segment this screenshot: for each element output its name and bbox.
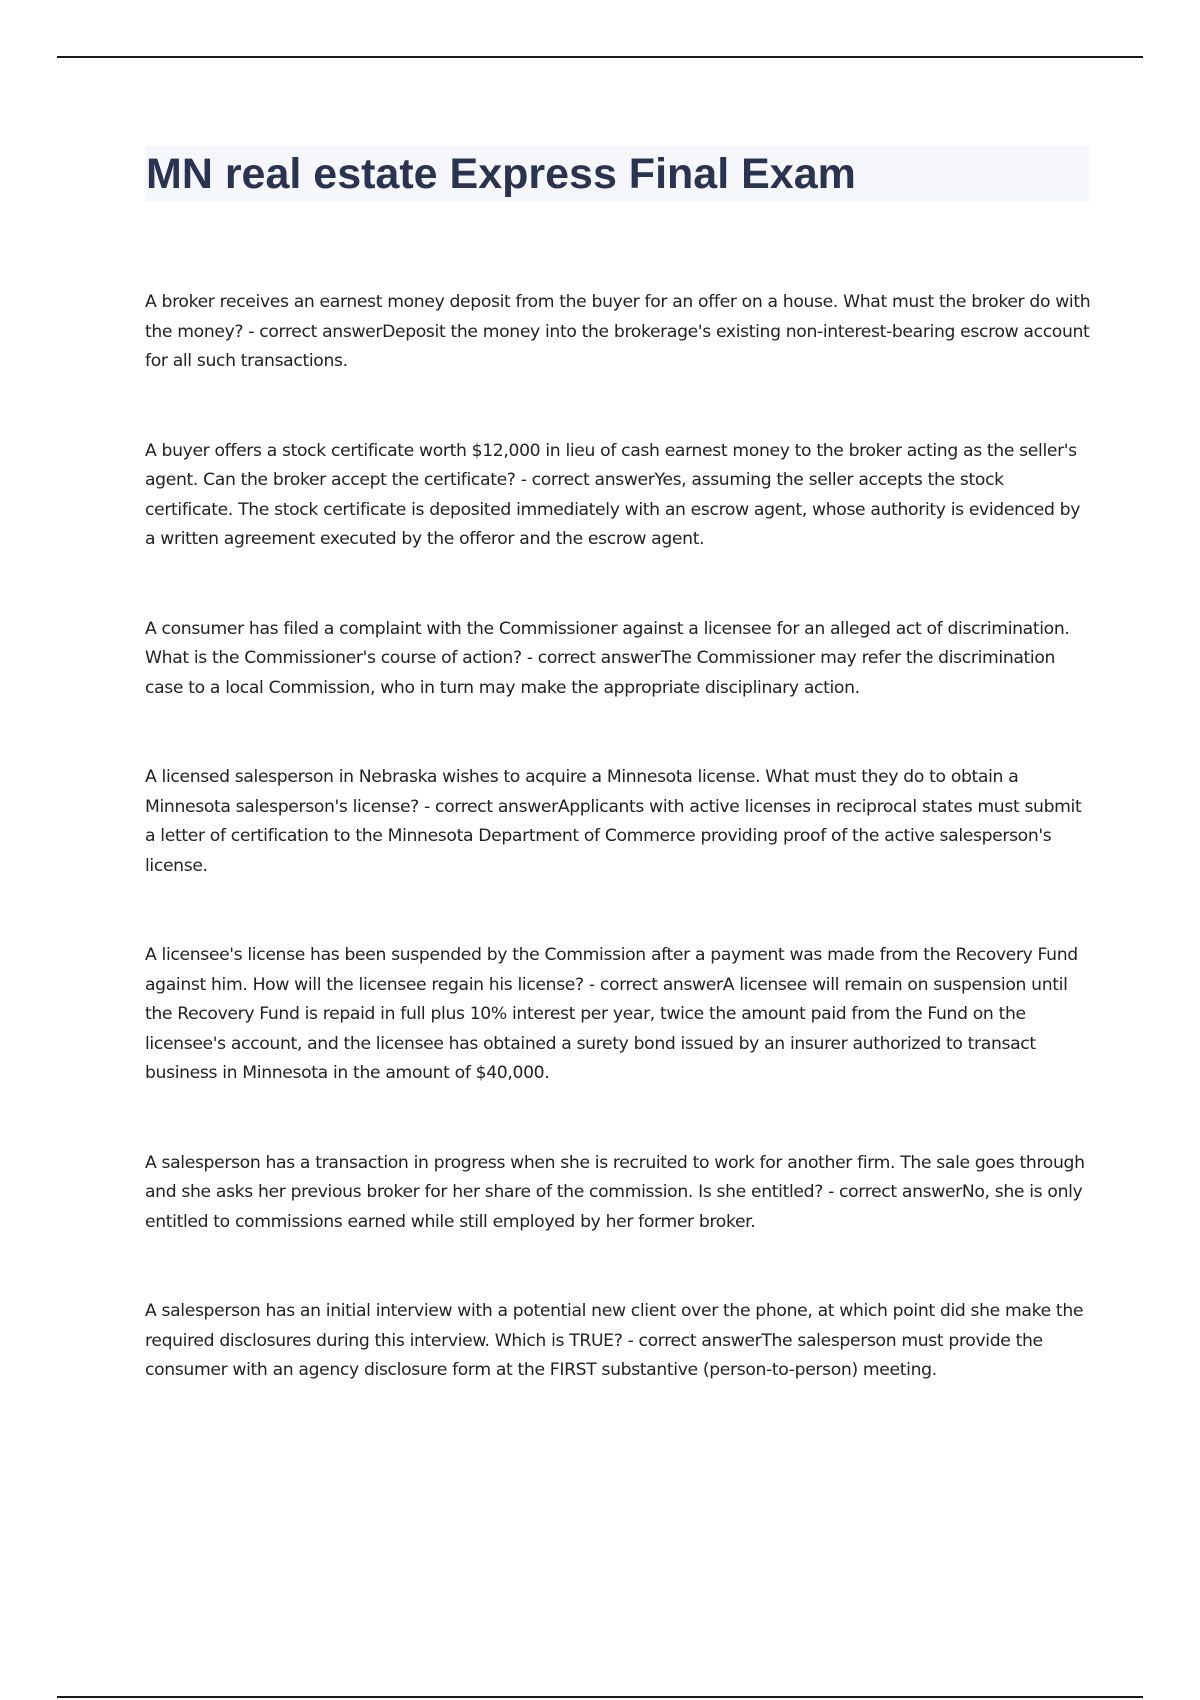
qa-item-2: A buyer offers a stock certificate worth $12,000 in lieu of cash earnest money to the broker acting as the seller's agent. Can the broker accept the certificate? - correct answerYes, assuming the seller accepts the stock certificate. The stock certificate is deposited immediately with an escrow agent, whose authority is evidenced by a written agreement executed by the offeror and the escrow agent.	[145, 440, 1081, 549]
page-title: MN real estate Express Final Exam	[146, 150, 856, 198]
qa-item-1: A broker receives an earnest money deposit from the buyer for an offer on a house. What must the broker do with the money? - correct answerDeposit the money into the brokerage's existing non-interest-bearing escrow account for all such transactions.	[145, 292, 1091, 371]
qa-item-5: A licensee's license has been suspended by the Commission after a payment was made from the Recovery Fund against him. How will the licensee regain his license? - correct answerA licensee will remain on suspension until the Recovery Fund is repaid in full plus 10% interest per year, twice the amount paid from the Fund on the licensee's account, and the licensee has obtained a surety bond issued by an insurer authorized to transact business in Minnesota in the amount of $40,000.	[145, 945, 1078, 1083]
qa-item-3: A consumer has filed a complaint with the Commissioner against a licensee for an alleged act of discrimination. What is the Commissioner's course of action? - correct answerThe Commissioner may refer the discrimination case to a local Commission, who in turn may make the appropriate disciplinary action.	[145, 618, 1070, 698]
footer-rule	[57, 1696, 1143, 1698]
qa-item-7: A salesperson has an initial interview with a potential new client over the phone, at which point did she make the required disclosures during this interview. Which is TRUE? - correct answerThe salesperson must provide the consumer with an agency disclosure form at the FIRST substantive (person-to-person) meeting.	[145, 1301, 1084, 1380]
qa-list	[145, 288, 1095, 1446]
qa-item-4: A licensed salesperson in Nebraska wishes to acquire a Minnesota license. What must they do to obtain a Minnesota salesperson's license? - correct answerApplicants with active licenses in reciprocal states must submit a letter of certification to the Minnesota Department of Commerce providing proof of the active salesperson's license.	[145, 767, 1082, 876]
qa-item-6: A salesperson has a transaction in progress when she is recruited to work for another firm. The sale goes through and she asks her previous broker for her share of the commission. Is she entitled? - correct answerNo, she is only entitled to commissions earned while still employed by her former broker.	[145, 1152, 1085, 1232]
header-rule	[57, 56, 1143, 58]
